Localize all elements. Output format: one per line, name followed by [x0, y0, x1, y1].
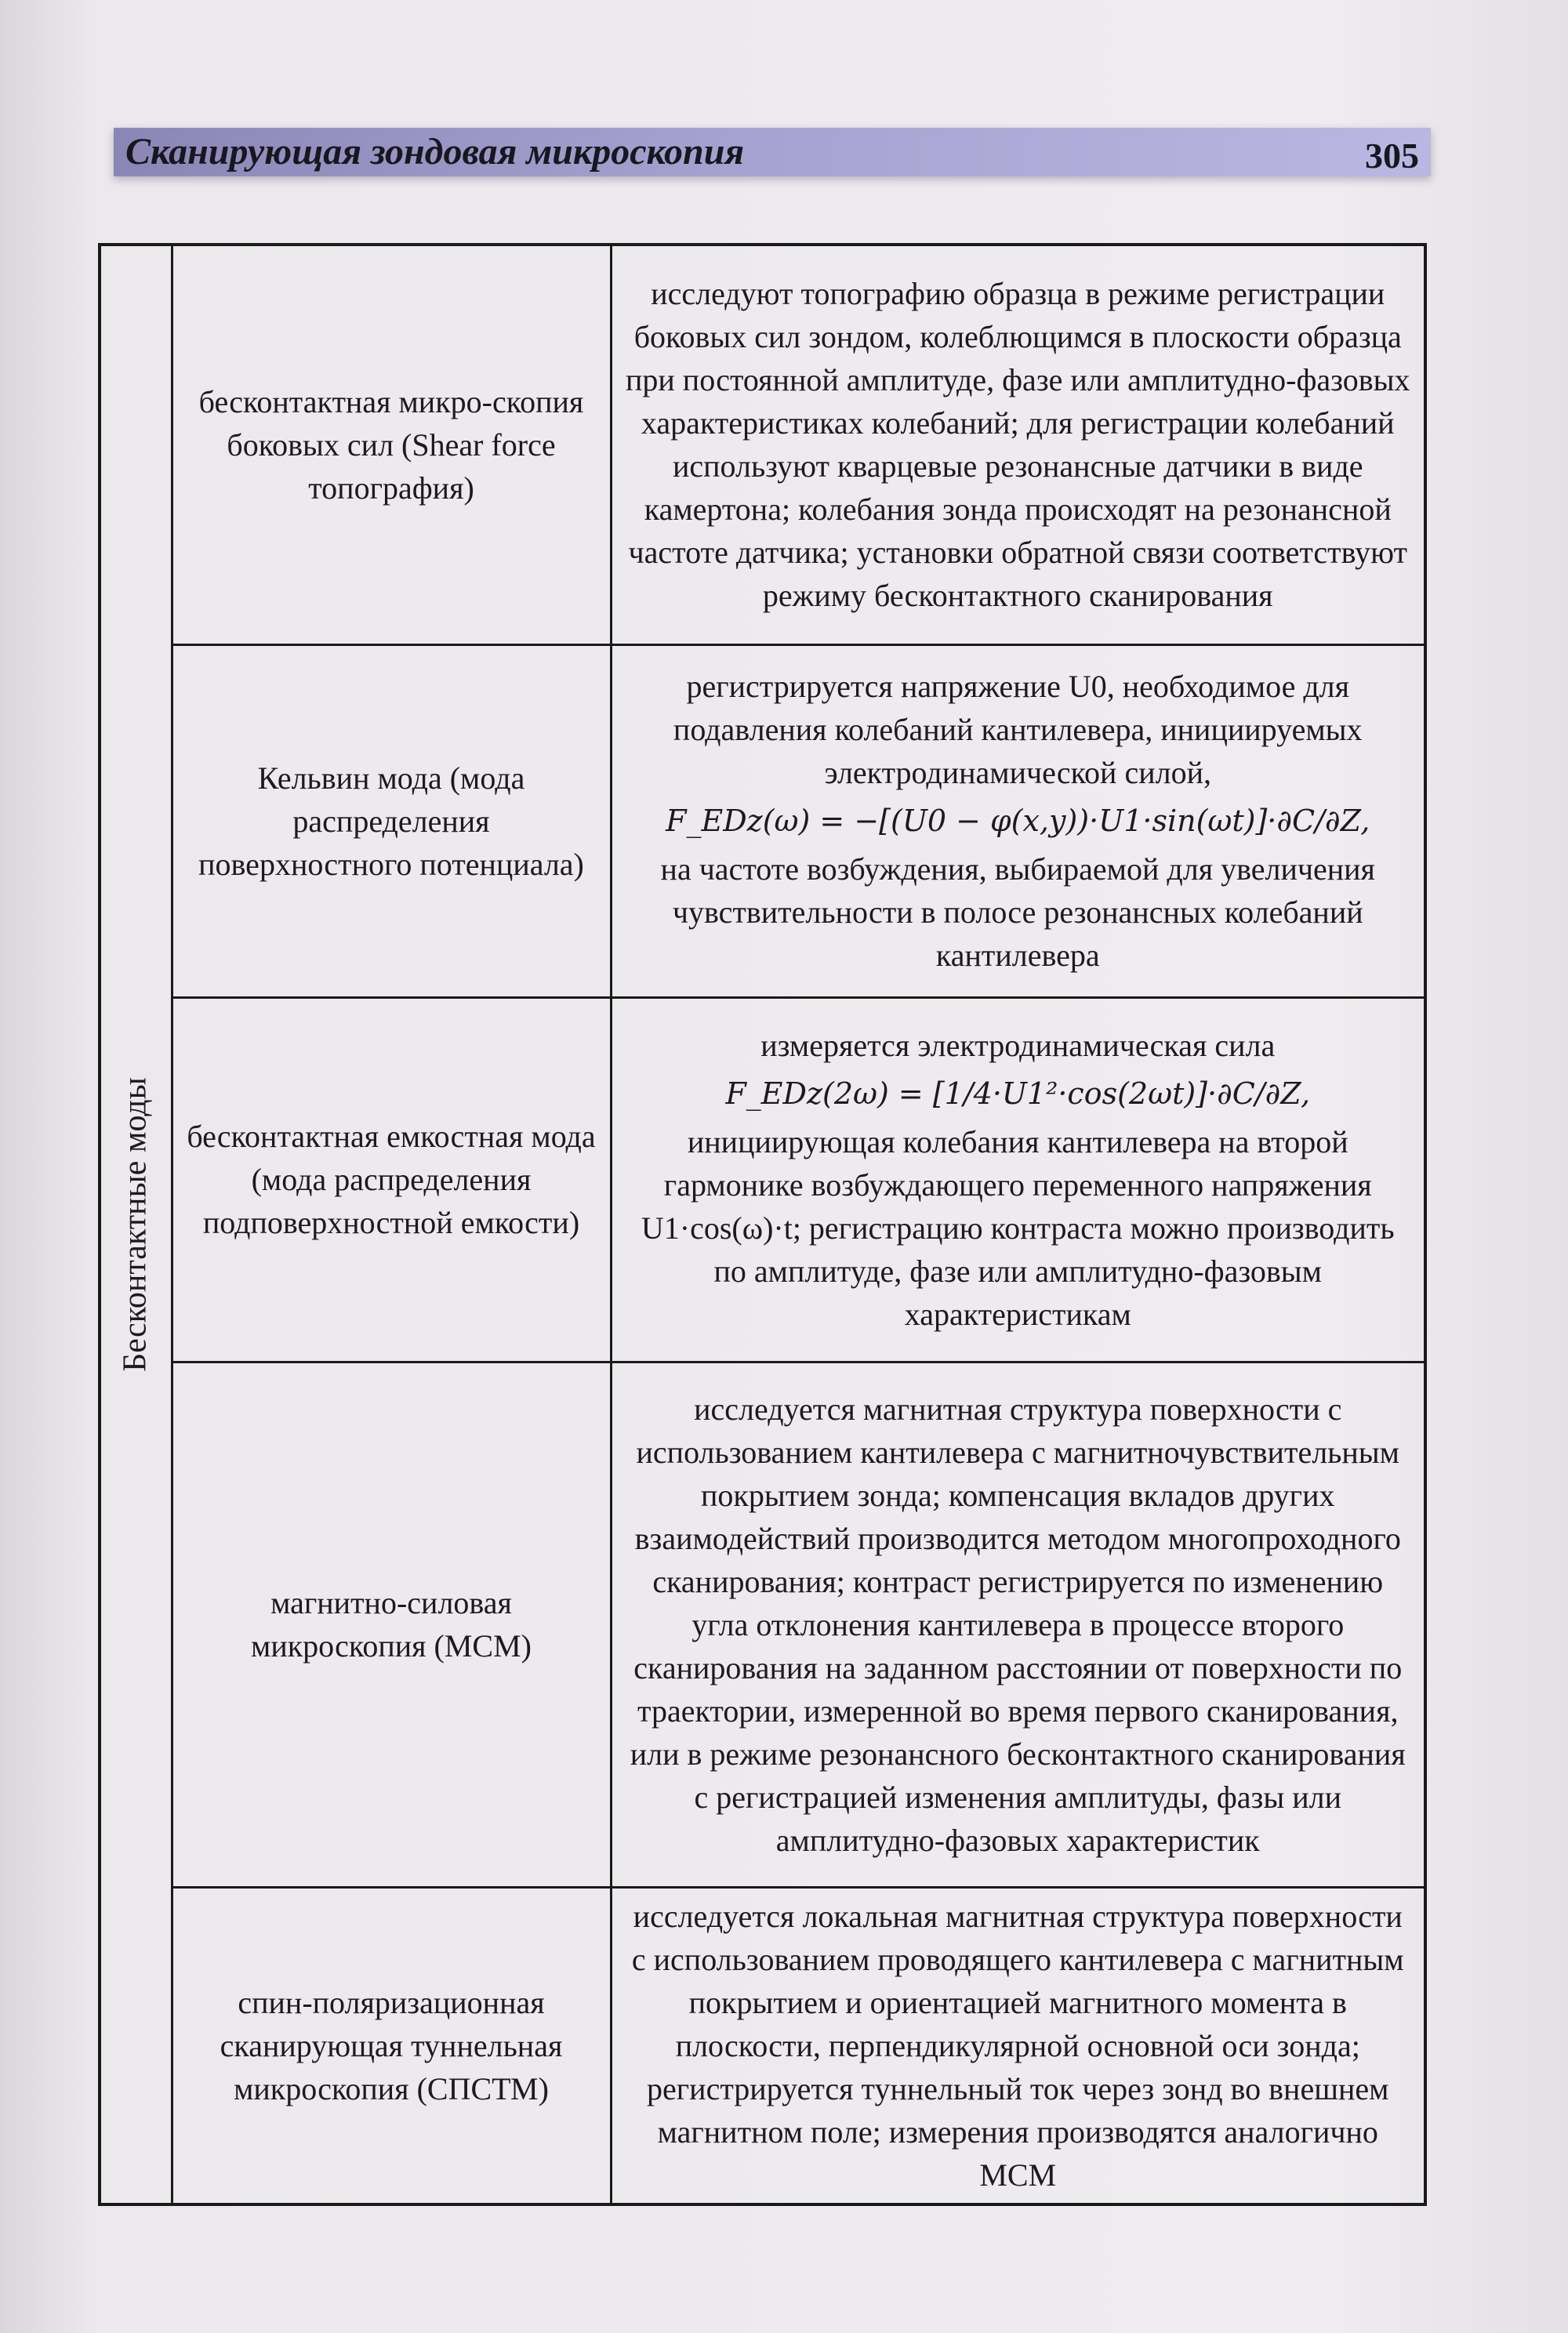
formula: F_EDz(2ω) = [1/4·U1²·cos(2ωt)]·∂C/∂Z,	[725, 1076, 1311, 1111]
running-header-title: Сканирующая зондовая микроскопия	[125, 131, 745, 172]
mode-description-cell	[611, 644, 1425, 997]
group-label-cell	[100, 245, 172, 2204]
mode-description-cell: исследуют топографию образца в режиме регистрации боковых сил зондом, колеблющимся в плоскости образца при постоянной амплитуде, фазе или амплитудно-фазовых характеристиках колебаний; для регистрации колебаний используют кварцевые резонансные датчики в виде камертона; колебания зонда происходят на резонансной частоте датчика; установки обратной связи соответствуют режиму бесконтактного сканирования	[611, 245, 1425, 644]
formula: F_EDz(ω) = −[(U0 − φ(x,y))·U1·sin(ωt)]·∂C/∂Z,	[666, 804, 1370, 838]
table-row	[100, 1362, 1425, 1887]
description-text: измеряется электродинамическая сила	[760, 1027, 1276, 1063]
mode-description-cell	[611, 997, 1425, 1362]
mode-name-cell: бесконтактная емкостная мода (мода распределения подповерхностной емкости)	[172, 997, 611, 1362]
table-row	[100, 644, 1425, 997]
table-row	[100, 1887, 1425, 2204]
mode-name-cell: магнитно-силовая микроскопия (МСМ)	[172, 1362, 611, 1887]
mode-name-cell: спин-поляризационная сканирующая туннельная микроскопия (СПСТМ)	[172, 1887, 611, 2204]
table-row	[100, 997, 1425, 1362]
description-text: на частоте возбуждения, выбираемой для увеличения чувствительности в полосе резонансных колебаний кантилевера	[660, 851, 1375, 973]
modes-table	[98, 243, 1427, 2206]
group-label: Бесконтактные моды	[117, 1077, 154, 1372]
mode-description-cell: исследуется магнитная структура поверхности с использованием кантилевера с магнитночувствительным покрытием зонда; компенсация вкладов других взаимодействий производится методом многопроходного сканирования; контраст регистрируется по изменению угла отклонения кантилевера в процессе второго сканирования на заданном расстоянии от поверхности по траектории, измеренной во время первого сканирования, или в режиме резонансного бесконтактного сканирования с регистрацией изменения амплитуды, фазы или амплитудно-фазовых характеристик	[611, 1362, 1425, 1887]
description-text: инициирующая колебания кантилевера на второй гармонике возбуждающего переменного напряжения U1·cos(ω)·t; регистрацию контраста можно производить по амплитуде, фазе или амплитудно-фазовым характеристикам	[641, 1123, 1395, 1332]
mode-name-cell: Кельвин мода (мода распределения поверхностного потенциала)	[172, 644, 611, 997]
mode-name-cell: бесконтактная микро-скопия боковых сил (Shear force топография)	[172, 245, 611, 644]
description-text: регистрируется напряжение U0, необходимое для подавления колебаний кантилевера, инициируемых электродинамической силой,	[673, 669, 1363, 790]
page-number: 305	[1365, 136, 1419, 176]
table-row	[100, 245, 1425, 644]
mode-description-cell: исследуется локальная магнитная структура поверхности с использованием проводящего кантилевера с магнитным покрытием и ориентацией магнитного момента в плоскости, перпендикулярной основной оси зонда; регистрируется туннельный ток через зонд во внешнем магнитном поле; измерения производятся аналогично МСМ	[611, 1887, 1425, 2204]
